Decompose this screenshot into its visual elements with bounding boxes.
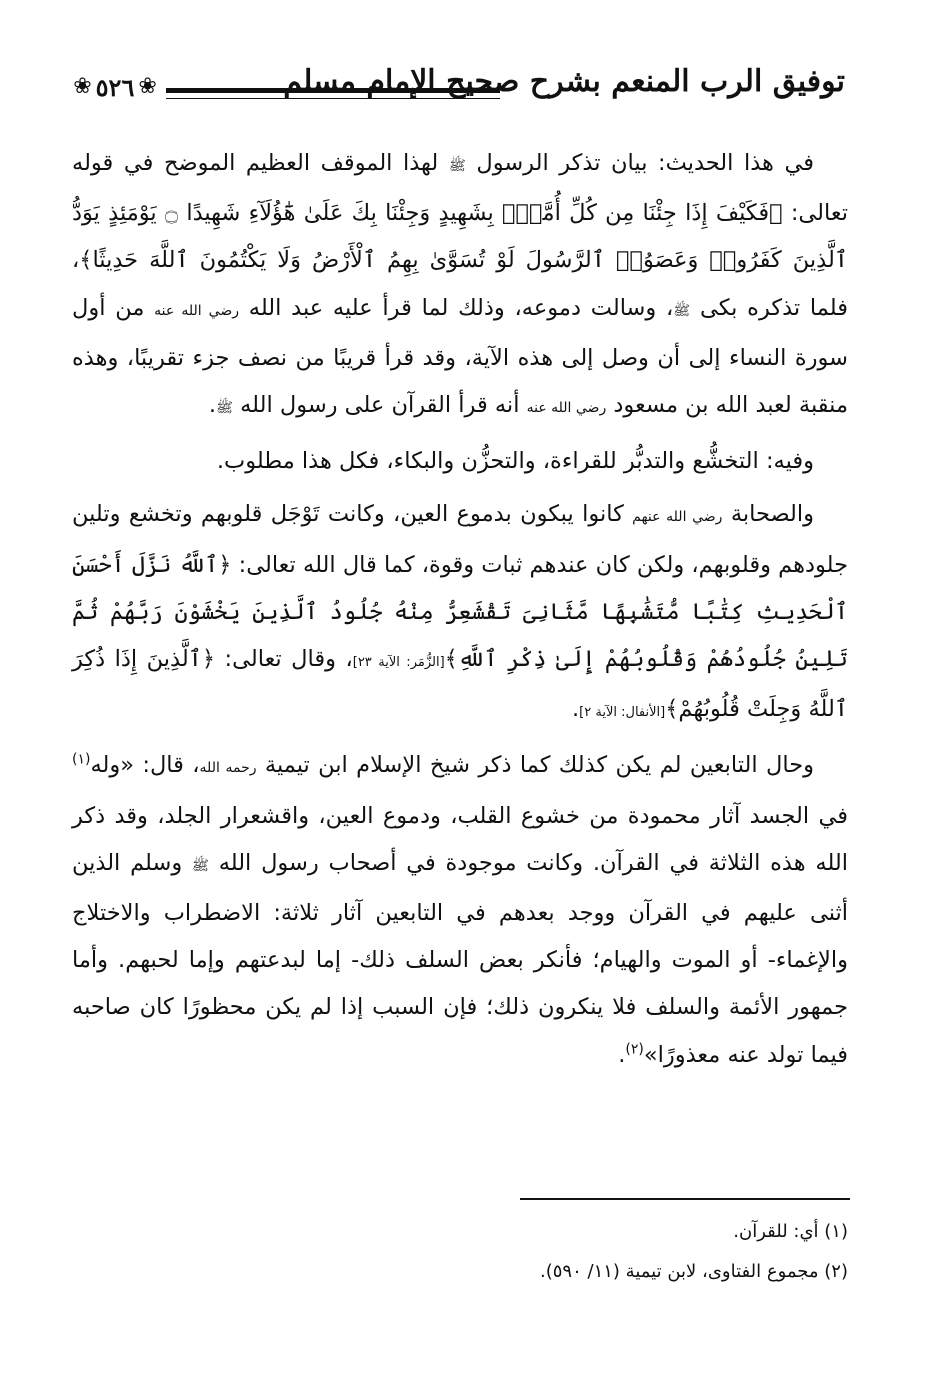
text: وحال التابعين لم يكن كذلك كما ذكر شيخ الإسلام ابن تيمية bbox=[256, 752, 815, 779]
ornament-icon-right: ❀ bbox=[138, 74, 157, 99]
text: وسلم الذين أثنى عليهم في القرآن ووجد بعدهم في التابعين آثار ثلاثة: الاضطراب والاختلاج والإغماء- أو الموت والهيام؛ فأنكر بعض السلف ذلك- إما لبدعتهم وإما لحبهم. وأما جمهور الأئمة والسلف فلا ينكرون ذلك؛ فإن السبب إذا لم يكن محظورًا كان صاحبه فيما تولد عنه معذورًا» bbox=[72, 849, 848, 1068]
footnote-1: (١) أي: للقرآن. bbox=[733, 1221, 848, 1242]
book-title: توفيق الرب المنعم بشرح صحيح الإمام مسلم bbox=[283, 64, 845, 99]
text: ، وقال تعالى: bbox=[215, 646, 353, 673]
honorific: رحمه الله bbox=[199, 760, 257, 777]
footnote-marker[interactable]: (١) bbox=[72, 751, 91, 768]
text: . bbox=[572, 696, 580, 723]
quran-verse: ﴿ٱلَّذِينَ إِذَا ذُكِرَ ٱللَّهُ وَجِلَتْ قُلُوبُهُمْ﴾ bbox=[72, 646, 848, 723]
text: . bbox=[208, 392, 216, 419]
text: ، قال: «وله bbox=[90, 752, 200, 779]
page-header bbox=[70, 58, 845, 118]
text: . bbox=[618, 1041, 626, 1068]
footnote-separator bbox=[520, 1198, 850, 1200]
text: لهذا الموقف العظيم الموضح في قوله تعالى: bbox=[72, 150, 848, 227]
honorific: ﷺ bbox=[216, 400, 233, 417]
honorific: رضي الله عنه bbox=[526, 400, 607, 417]
paragraph-4 bbox=[72, 742, 848, 1078]
text: ، وسالت دموعه، وذلك لما قرأ عليه عبد الله bbox=[239, 294, 674, 321]
honorific: ﷺ bbox=[448, 158, 466, 174]
text: ، فلما تذكره بكى bbox=[72, 247, 848, 321]
honorific: ﷺ bbox=[673, 302, 691, 319]
text: من أول سورة النساء إلى أن وصل إلى هذه الآية، وقد قرأ قريبًا من نصف جزء تقريبًا، وهذه منقبة لعبد الله بن مسعود bbox=[72, 294, 848, 419]
ornament-icon-left: ❀ bbox=[73, 74, 92, 99]
verse-reference: [الأنفال: الآية ٢] bbox=[579, 705, 666, 721]
page-number-frame bbox=[70, 66, 160, 108]
paragraph-1 bbox=[72, 140, 848, 432]
honorific: ﷺ bbox=[192, 857, 209, 874]
header-rule-thin bbox=[166, 98, 500, 99]
footnote-2: (٢) مجموع الفتاوى، لابن تيمية (١١/ ٥٩٠). bbox=[540, 1261, 848, 1282]
text: كانوا يبكون بدموع العين، وكانت تَوْجَل قلوبهم وتخشع وتلين جلودهم وقلوبهم، ولكن كان عندهم ثبات وقوة، كما قال الله تعالى: bbox=[72, 501, 848, 578]
honorific: رضي الله عنه bbox=[154, 302, 239, 319]
footnote-marker[interactable]: (٢) bbox=[625, 1041, 644, 1058]
main-text bbox=[72, 140, 848, 1085]
footnotes bbox=[72, 1212, 848, 1292]
verse-reference: [الزُّمَر: الآية ٢٣] bbox=[352, 655, 445, 671]
paragraph-3 bbox=[72, 491, 848, 736]
honorific: رضي الله عنهم bbox=[632, 509, 723, 526]
quran-verse: ﴿فَكَيْفَ إِذَا جِئْنَا مِن كُلِّ أُمَّةٍۭ بِشَهِيدٍ وَجِئْنَا بِكَ عَلَىٰ هَٰٓؤُلَآءِ شَهِيدًا ۝ يَوْمَئِذٍ يَوَدُّ ٱلَّذِينَ كَفَرُوا۟ وَعَصَوُا۟ ٱلرَّسُولَ لَوْ تُسَوَّىٰ بِهِمُ ٱلْأَرْضُ وَلَا يَكْتُمُونَ ٱللَّهَ حَدِيثًا﴾ bbox=[72, 200, 848, 274]
quran-verse: ﴿ٱللَّهُ نَزَّلَ أَحْسَنَ ٱلْحَدِيثِ كِتَٰبًا مُّتَشَٰبِهًا مَّثَانِىَ تَقْشَعِرُّ مِنْهُ جُلُودُ ٱلَّذِينَ يَخْشَوْنَ رَبَّهُمْ ثُمَّ تَلِينُ جُلُودُهُمْ وَقُلُوبُهُمْ إِلَىٰ ذِكْرِ ٱللَّهِ﴾ bbox=[72, 551, 848, 673]
page-number: ٥٢٦ bbox=[95, 72, 135, 102]
header-rule-thick bbox=[166, 88, 500, 93]
text: في هذا الحديث: بيان تذكر الرسول bbox=[465, 150, 814, 176]
text: والصحابة bbox=[722, 501, 815, 528]
text: في الجسد آثار محمودة من خشوع القلب، ودموع العين، واقشعرار الجلد، وقد ذكر الله هذه الثلاثة في القرآن. وكانت موجودة في أصحاب رسول الله bbox=[72, 802, 848, 876]
paragraph-2: وفيه: التخشُّع والتدبُّر للقراءة، والتحزُّن والبكاء، فكل هذا مطلوب. bbox=[216, 448, 814, 475]
text: أنه قرأ القرآن على رسول الله bbox=[232, 392, 527, 419]
